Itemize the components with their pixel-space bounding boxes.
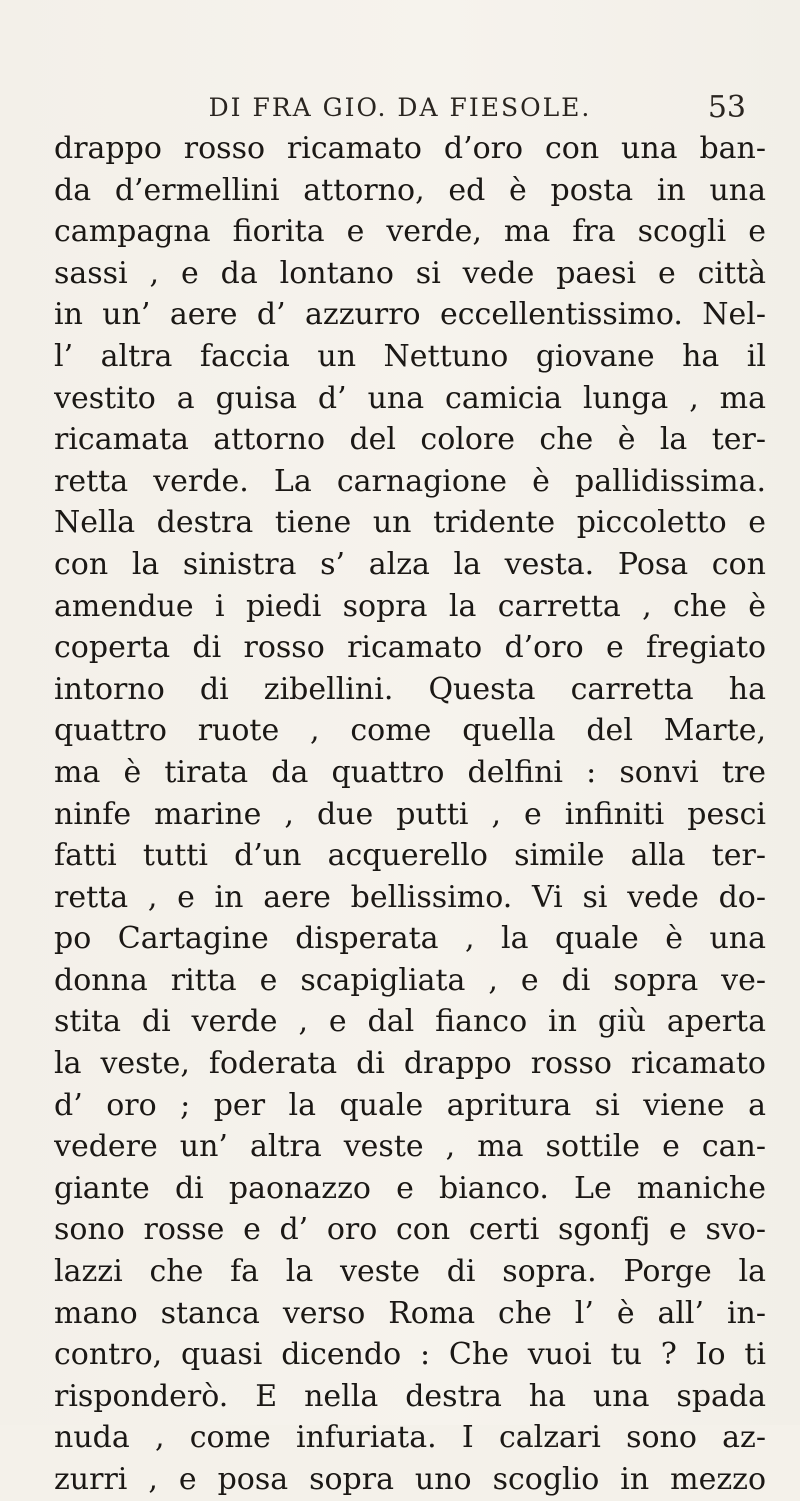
text-line: vestito a guisa d’ una camicia lunga , ma <box>54 380 766 416</box>
text-line: risponderò. E nella destra ha una spada <box>54 1378 766 1414</box>
text-line: amendue i piedi sopra la carretta , che è <box>54 588 766 624</box>
text-line: contro, quasi dicendo : Che vuoi tu ? Io ti <box>54 1337 766 1373</box>
text-line: giante di paonazzo e bianco. Le maniche <box>54 1170 766 1206</box>
text-line: fatti tutti d’un acquerello simile alla ter- <box>54 838 766 874</box>
text-line: ricamata attorno del colore che è la ter- <box>54 422 766 458</box>
text-line: campagna fiorita e verde, ma fra scogli e <box>54 214 766 250</box>
text-line: Nella destra tiene un tridente piccoletto e <box>54 505 766 541</box>
text-line: in un’ aere d’ azzurro eccellentissimo. Nel- <box>54 297 766 333</box>
text-line: po Cartagine disperata , la quale è una <box>54 921 766 957</box>
body-text <box>54 128 766 1501</box>
text-line: ninfe marine , due putti , e infiniti pesci <box>54 796 766 832</box>
text-line: ma è tirata da quattro delfini : sonvi tre <box>54 754 766 790</box>
text-line: vedere un’ altra veste , ma sottile e can- <box>54 1129 766 1165</box>
text-line: la veste, foderata di drappo rosso ricamato <box>54 1046 766 1082</box>
text-line: intorno di zibellini. Questa carretta ha <box>54 671 766 707</box>
text-line: nuda , come infuriata. I calzari sono az- <box>54 1420 766 1456</box>
text-line: drappo rosso ricamato d’oro con una ban- <box>54 131 766 166</box>
page-number: 53 <box>707 90 746 125</box>
text-line: coperta di rosso ricamato d’oro e fregiato <box>54 630 766 666</box>
text-line: con la sinistra s’ alza la vesta. Posa con <box>54 546 766 582</box>
text-line: donna ritta e scapigliata , e di sopra ve- <box>54 962 766 998</box>
text-line: sassi , e da lontano si vede paesi e città <box>54 255 766 291</box>
text-line: mano stanca verso Roma che l’ è all’ in- <box>54 1295 766 1331</box>
text-line: sono rosse e d’ oro con certi sgonfj e svo- <box>54 1212 766 1248</box>
text-line: retta verde. La carnagione è pallidissima. <box>54 463 766 499</box>
text-line: l’ altra faccia un Nettuno giovane ha il <box>54 338 766 374</box>
running-head <box>0 88 800 128</box>
text-line: lazzi che fa la veste di sopra. Porge la <box>54 1254 766 1290</box>
running-head-title: DI FRA GIO. DA FIESOLE. <box>208 93 592 122</box>
text-line: da d’ermellini attorno, ed è posta in una <box>54 172 766 208</box>
text-line: stita di verde , e dal fianco in giù aperta <box>54 1004 766 1040</box>
text-line: quattro ruote , come quella del Marte, <box>54 713 766 749</box>
text-line: retta , e in aere bellissimo. Vi si vede do- <box>54 879 766 915</box>
text-line: d’ oro ; per la quale apritura si viene a <box>54 1087 766 1123</box>
text-line: zurri , e posa sopra uno scoglio in mezzo <box>54 1462 766 1497</box>
